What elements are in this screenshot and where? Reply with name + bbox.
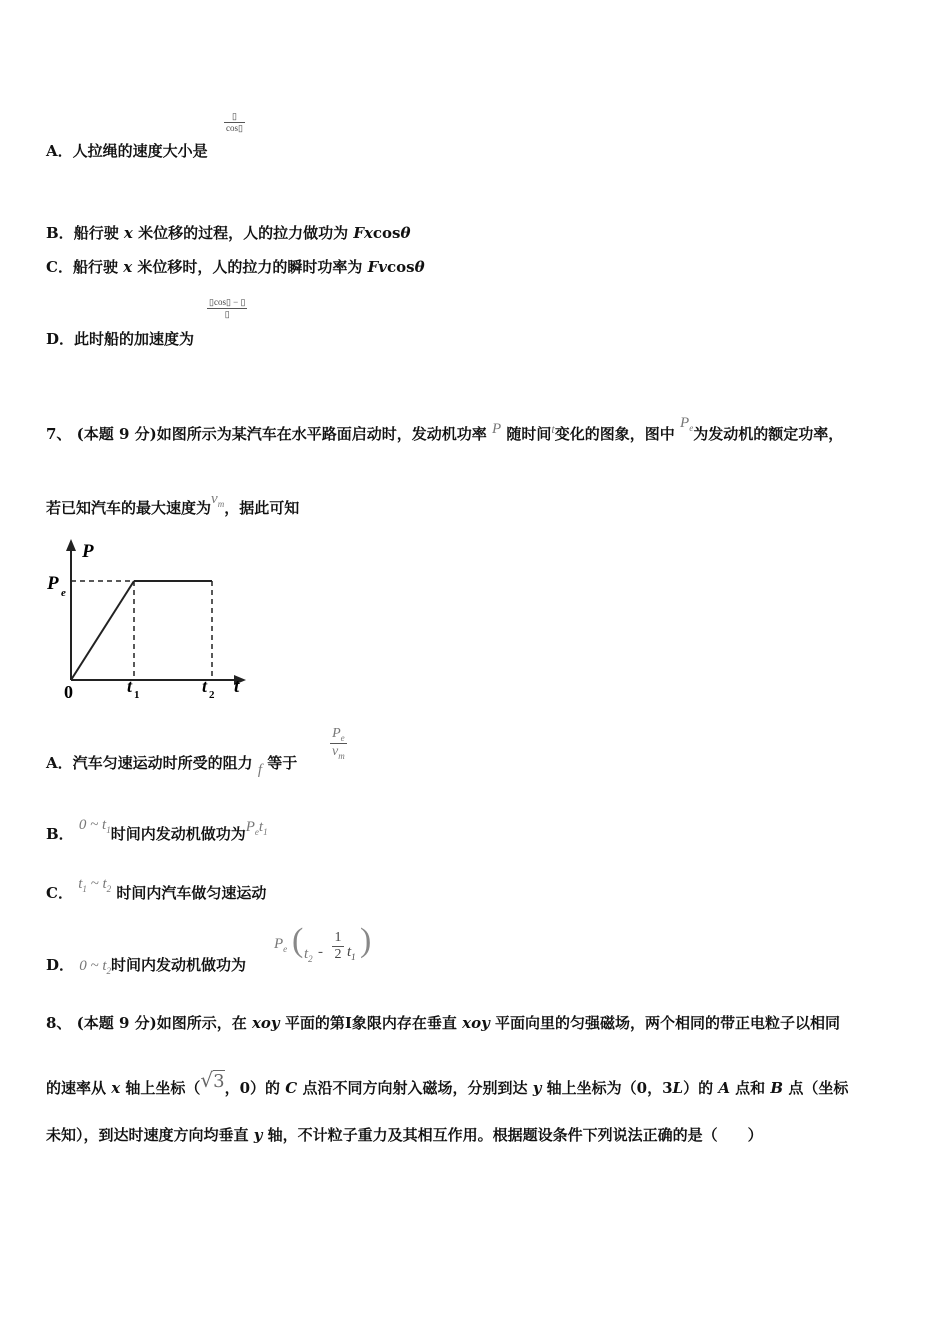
x-axis-label: t <box>234 676 240 697</box>
pe-main: P <box>274 936 284 952</box>
stem-text: 轴，不计粒子重力及其相互作用。根据题设条件下列说法正确的是（ ） <box>262 1126 763 1144</box>
q7-stem-line2 <box>46 491 300 519</box>
stem-text: 轴上坐标为（0，3 <box>541 1079 673 1097</box>
stem-text: ）的 <box>683 1079 719 1097</box>
t2-symbol <box>304 946 313 964</box>
origin-label: 0 <box>64 682 73 702</box>
option-text: 船行驶 <box>73 224 124 242</box>
symbol-c: C <box>285 1079 298 1097</box>
work-p-sub: e <box>254 827 259 837</box>
symbol-pe-main: P <box>680 415 690 431</box>
question-score: (本题 9 分) <box>76 1014 157 1032</box>
sqrt-radicand: 3 <box>213 1071 225 1092</box>
y-axis-arrow <box>66 539 76 551</box>
symbol-vm-sub: m <box>217 499 225 509</box>
symbol-a: A <box>718 1079 730 1097</box>
pe-sub: e <box>283 944 288 954</box>
question-score: (本题 9 分) <box>76 425 157 443</box>
t2-sub: 2 <box>308 954 313 964</box>
t2-label: t <box>202 676 208 696</box>
option-label: D． <box>46 956 75 974</box>
expression: Fx <box>353 224 373 242</box>
q7-stem-line1 <box>46 415 844 445</box>
q7-option-b[interactable] <box>46 817 268 845</box>
fraction-denominator: ▯ <box>224 309 230 319</box>
symbol-y: y <box>253 1126 263 1144</box>
work-expression <box>246 819 268 835</box>
range-sub: 1 <box>106 825 111 835</box>
range <box>78 876 111 892</box>
stem-text: 如图所示为某汽车在水平路面启动时，发动机功率 <box>156 425 487 443</box>
option-label: A． <box>46 754 73 772</box>
variable-x: x <box>123 224 133 242</box>
option-text: 等于 <box>267 754 298 772</box>
symbol-x: x <box>111 1079 121 1097</box>
half-fraction <box>332 930 344 963</box>
stem-text: 变化的图象，图中 <box>554 425 675 443</box>
numerator-main: P <box>332 726 341 741</box>
work-t: t <box>258 819 264 835</box>
option-text: 时间内发动机做功为 <box>110 825 246 843</box>
stem-text: 点（坐标 <box>783 1079 849 1097</box>
stem-text: 点沿不同方向射入磁场，分别到达 <box>297 1079 533 1097</box>
power-rise-line <box>71 581 134 680</box>
question-number: 8、 <box>46 1014 72 1032</box>
option-text: 汽车匀速运动时所受的阻力 <box>72 754 253 772</box>
range-end-sub: 2 <box>106 884 112 894</box>
symbol-f: f <box>257 762 263 778</box>
numerator-sub: e <box>340 732 345 743</box>
half-numerator: 1 <box>332 930 344 947</box>
q6-option-c[interactable] <box>46 256 425 277</box>
option-text: 米位移时，人的拉力的瞬时功率为 <box>132 258 368 276</box>
option-text: 时间内发动机做功为 <box>111 956 247 974</box>
q6-option-d[interactable] <box>46 328 194 349</box>
q7-option-a-fraction <box>330 726 347 761</box>
symbol-xoy: xoy <box>462 1014 490 1032</box>
q6-option-d-fraction <box>207 297 247 320</box>
symbol-p: P <box>492 421 502 437</box>
q7-option-a[interactable] <box>46 752 298 778</box>
pe-symbol <box>274 936 287 954</box>
q7-option-c[interactable] <box>46 876 267 904</box>
fraction-numerator: ▯ <box>224 111 245 123</box>
pe-label-sub: e <box>61 587 66 599</box>
option-label: B． <box>46 825 74 843</box>
symbol-xoy: xoy <box>251 1014 280 1032</box>
symbol-pe-sub: e <box>689 423 694 433</box>
sqrt-sign: √ <box>200 1068 214 1092</box>
cos-text: cos <box>386 258 415 276</box>
q6-option-a[interactable] <box>46 140 208 161</box>
variable-x: x <box>123 258 133 276</box>
fraction-numerator <box>330 726 347 744</box>
option-text: 此时船的加速度为 <box>74 330 195 348</box>
range-main: 0 ~ t <box>78 817 107 833</box>
option-text: 人拉绳的速度大小是 <box>72 142 208 160</box>
pe-label: P <box>47 573 59 594</box>
minus-sign: - <box>318 944 323 960</box>
cos-text: cos <box>372 224 401 242</box>
range-sub: 2 <box>106 966 112 976</box>
theta: θ <box>414 258 425 276</box>
stem-text: 如图所示，在 <box>156 1014 252 1032</box>
right-paren: ) <box>360 922 372 959</box>
option-label: B． <box>46 224 74 242</box>
stem-text: 未知），到达时速度方向均垂直 <box>46 1126 254 1144</box>
fraction-denominator: cos▯ <box>226 123 243 133</box>
half-denominator: 2 <box>334 947 342 962</box>
option-label: D． <box>46 330 75 348</box>
t1-sub: 1 <box>351 952 356 962</box>
range-start: t <box>78 876 83 892</box>
denominator-sub: m <box>338 750 345 761</box>
stem-text: 平面的第Ⅰ象限内存在垂直 <box>279 1014 463 1032</box>
symbol-l: L <box>672 1079 684 1097</box>
q8-stem-line1 <box>46 1012 840 1033</box>
denominator-main: v <box>332 743 339 759</box>
stem-text: 的速率从 <box>46 1079 112 1097</box>
work-t-sub: 1 <box>263 827 268 837</box>
stem-text: 为发动机的额定功率， <box>693 425 844 443</box>
question-number: 7、 <box>46 425 72 443</box>
work-p: P <box>245 819 255 835</box>
range <box>79 817 111 833</box>
t2-label-sub: 2 <box>209 689 215 701</box>
symbol-y: y <box>532 1079 542 1097</box>
t2-main: t <box>304 946 309 962</box>
t1-main: t <box>347 944 352 960</box>
expression: Fv <box>367 258 387 276</box>
q6-option-a-fraction <box>224 111 245 134</box>
stem-text: 平面向里的匀强磁场，两个相同的带正电粒子以相同 <box>489 1014 841 1032</box>
symbol-t: t <box>551 422 555 436</box>
t1-symbol <box>347 944 356 962</box>
fraction-numerator: ▯cos▯ − ▯ <box>209 297 246 307</box>
range-start-sub: 1 <box>82 884 87 894</box>
symbol-vm-main: v <box>211 491 218 507</box>
left-paren: ( <box>292 922 304 959</box>
option-label: A． <box>46 142 73 160</box>
option-text: 时间内汽车做匀速运动 <box>116 884 267 902</box>
option-text: 米位移的过程，人的拉力做功为 <box>132 224 354 242</box>
option-label: C． <box>46 884 73 902</box>
stem-text: 轴上坐标（ <box>120 1079 201 1097</box>
symbol-b: B <box>770 1079 784 1097</box>
range <box>79 958 111 974</box>
fraction-denominator <box>330 744 347 761</box>
theta: θ <box>400 224 411 242</box>
q8-stem-line3 <box>46 1124 763 1145</box>
q8-stem-line2 <box>46 1068 849 1098</box>
stem-text: 若已知汽车的最大速度为 <box>46 499 212 517</box>
t1-label: t <box>127 676 133 696</box>
q7-power-time-graph <box>42 535 252 705</box>
t1-label-sub: 1 <box>134 689 140 701</box>
stem-text: ，据此可知 <box>224 499 300 517</box>
symbol-vm <box>211 491 224 507</box>
q6-option-b[interactable] <box>46 222 411 243</box>
range-end: ~ t <box>86 876 107 892</box>
range-main: 0 ~ t <box>79 958 107 974</box>
stem-text: 随时间 <box>506 425 552 443</box>
stem-text: 点和 <box>729 1079 771 1097</box>
option-label: C． <box>46 258 73 276</box>
y-axis-label: P <box>82 541 94 562</box>
symbol-pe <box>680 415 693 431</box>
option-text: 船行驶 <box>72 258 124 276</box>
q7-option-d[interactable] <box>46 954 246 976</box>
stem-text: ，0）的 <box>224 1079 286 1097</box>
